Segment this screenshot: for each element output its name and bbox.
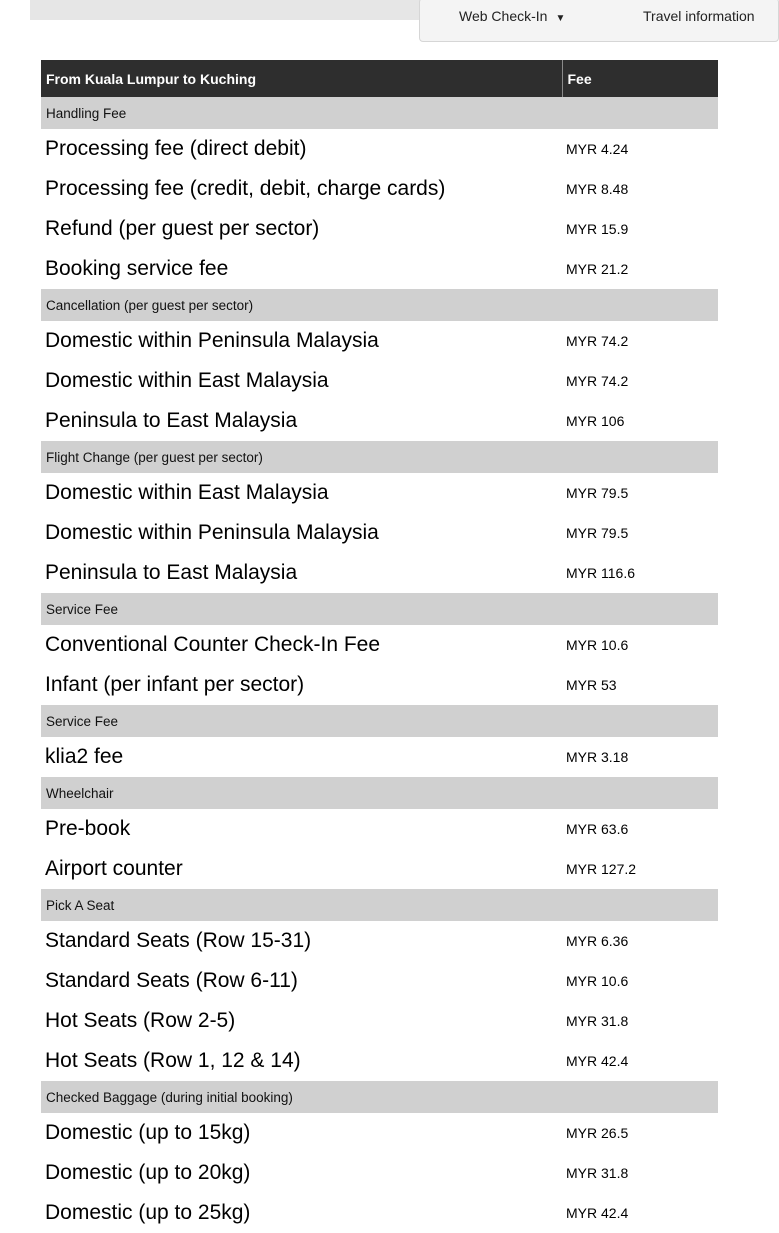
- section-row: [41, 777, 718, 809]
- fee-item-label: Domestic within East Malaysia: [45, 481, 329, 504]
- fee-row: [41, 1193, 718, 1233]
- fee-row: [41, 1113, 718, 1153]
- fee-row: [41, 513, 718, 553]
- fee-amount: MYR 79.5: [566, 525, 629, 541]
- fee-item-label: Domestic within Peninsula Malaysia: [45, 329, 379, 352]
- fee-amount: MYR 10.6: [566, 973, 629, 989]
- section-title: Flight Change (per guest per sector): [41, 441, 718, 473]
- section-title: Cancellation (per guest per sector): [41, 289, 718, 321]
- fee-row: [41, 625, 718, 665]
- web-checkin-label: Web Check-In: [459, 8, 548, 24]
- fee-amount: MYR 6.36: [566, 933, 629, 949]
- fee-row: [41, 553, 718, 593]
- fee-amount: MYR 63.6: [566, 821, 629, 837]
- section-row: [41, 1081, 718, 1113]
- fee-item-label: Airport counter: [45, 857, 183, 880]
- fee-item-label: Domestic (up to 25kg): [45, 1201, 251, 1224]
- section-title: Pick A Seat: [41, 889, 718, 921]
- fee-item-label: Domestic within East Malaysia: [45, 369, 329, 392]
- fee-row: [41, 1153, 718, 1193]
- fee-row: [41, 1001, 718, 1041]
- fee-amount: MYR 21.2: [566, 261, 629, 277]
- fee-amount: MYR 8.48: [566, 181, 629, 197]
- section-title: Handling Fee: [41, 97, 718, 129]
- fee-item-label: Domestic (up to 20kg): [45, 1161, 251, 1184]
- section-row: [41, 289, 718, 321]
- fee-amount: MYR 26.5: [566, 1125, 629, 1141]
- section-title: Wheelchair: [41, 777, 718, 809]
- fee-item-label: Standard Seats (Row 6-11): [45, 969, 298, 992]
- section-row: [41, 593, 718, 625]
- fee-item-label: Infant (per infant per sector): [45, 673, 305, 696]
- fee-amount: MYR 31.8: [566, 1165, 629, 1181]
- fee-row: [41, 209, 718, 249]
- fee-item-label: Hot Seats (Row 2-5): [45, 1009, 236, 1032]
- fee-amount: MYR 74.2: [566, 333, 629, 349]
- section-row: [41, 97, 718, 129]
- fee-row: [41, 737, 718, 777]
- fee-amount: MYR 53: [566, 677, 617, 693]
- fee-amount: MYR 4.24: [566, 141, 629, 157]
- fee-table: [41, 60, 718, 1233]
- fee-amount: MYR 74.2: [566, 373, 629, 389]
- fee-item-label: Peninsula to East Malaysia: [45, 409, 298, 432]
- caret-down-icon: ▼: [555, 13, 566, 24]
- fee-amount: MYR 79.5: [566, 485, 629, 501]
- fee-item-label: Domestic (up to 15kg): [45, 1121, 251, 1144]
- fee-item-label: Domestic within Peninsula Malaysia: [45, 521, 379, 544]
- fee-row: [41, 361, 718, 401]
- fee-row: [41, 249, 718, 289]
- fee-item-label: Pre-book: [45, 817, 131, 840]
- web-checkin-menu[interactable]: [459, 8, 565, 24]
- header-fee: Fee: [562, 60, 718, 97]
- section-title: Service Fee: [41, 593, 718, 625]
- fee-item-label: Booking service fee: [45, 257, 229, 280]
- fee-amount: MYR 116.6: [566, 565, 635, 581]
- fee-row: [41, 169, 718, 209]
- fee-row: [41, 129, 718, 169]
- fee-amount: MYR 10.6: [566, 637, 629, 653]
- fee-amount: MYR 15.9: [566, 221, 629, 237]
- fee-row: [41, 401, 718, 441]
- fee-item-label: Standard Seats (Row 15-31): [45, 929, 312, 952]
- header-route: From Kuala Lumpur to Kuching: [41, 60, 562, 97]
- nav-menu: [419, 0, 779, 42]
- fee-item-label: Conventional Counter Check-In Fee: [45, 633, 381, 656]
- section-row: [41, 441, 718, 473]
- fee-item-label: Hot Seats (Row 1, 12 & 14): [45, 1049, 301, 1072]
- travel-info-link[interactable]: Travel information: [643, 8, 755, 24]
- top-bar: [30, 0, 420, 20]
- fee-row: [41, 473, 718, 513]
- fee-row: [41, 849, 718, 889]
- fee-amount: MYR 106: [566, 413, 625, 429]
- fee-row: [41, 809, 718, 849]
- fee-row: [41, 921, 718, 961]
- fee-item-label: klia2 fee: [45, 745, 124, 768]
- fee-amount: MYR 42.4: [566, 1205, 629, 1221]
- section-row: [41, 889, 718, 921]
- fee-amount: MYR 31.8: [566, 1013, 629, 1029]
- fee-item-label: Refund (per guest per sector): [45, 217, 320, 240]
- table-header-row: [41, 60, 718, 97]
- fee-item-label: Processing fee (credit, debit, charge cards): [45, 177, 446, 200]
- section-title: Checked Baggage (during initial booking): [41, 1081, 718, 1113]
- fee-amount: MYR 127.2: [566, 861, 637, 877]
- section-row: [41, 705, 718, 737]
- section-title: Service Fee: [41, 705, 718, 737]
- fee-item-label: Processing fee (direct debit): [45, 137, 307, 160]
- fee-row: [41, 1041, 718, 1081]
- fee-row: [41, 321, 718, 361]
- fee-amount: MYR 42.4: [566, 1053, 629, 1069]
- fee-amount: MYR 3.18: [566, 749, 629, 765]
- fee-item-label: Peninsula to East Malaysia: [45, 561, 298, 584]
- fee-row: [41, 665, 718, 705]
- fee-row: [41, 961, 718, 1001]
